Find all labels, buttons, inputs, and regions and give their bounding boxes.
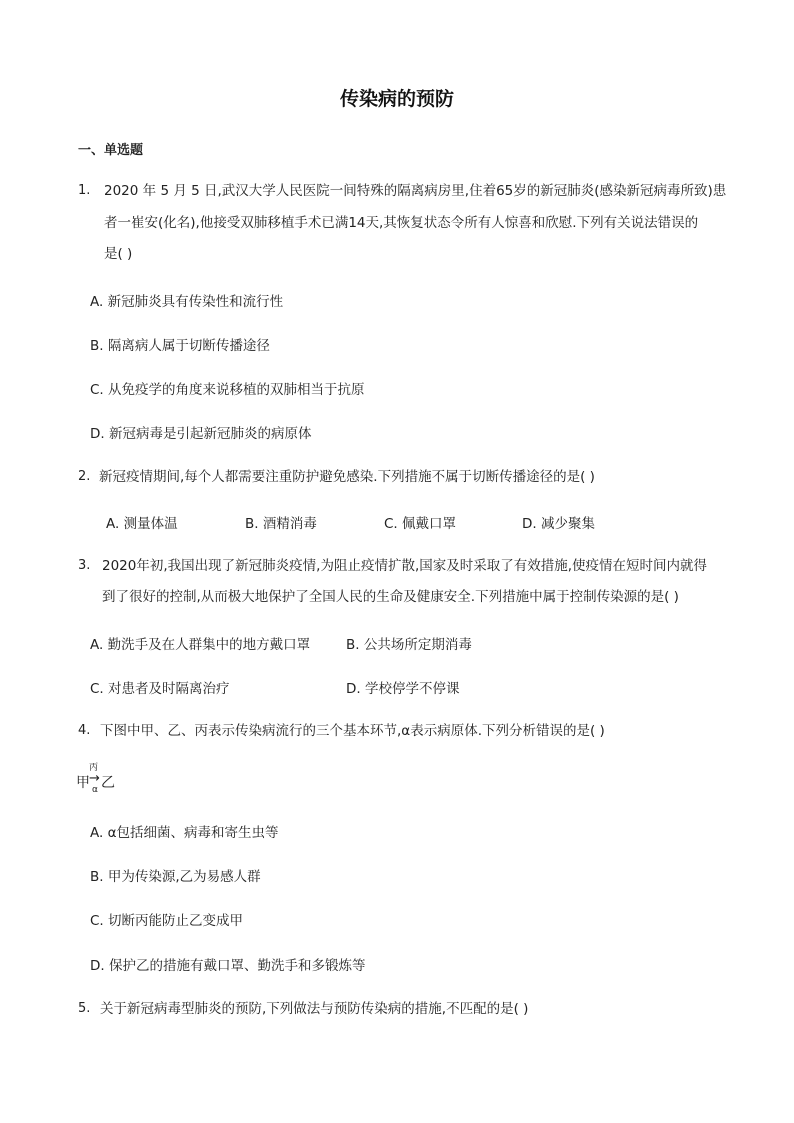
diagram-label-below: α <box>92 785 98 795</box>
answer-option: B. 公共场所定期消毒 <box>346 637 472 653</box>
arrow-icon: → <box>89 771 100 786</box>
answer-option: B. 甲为传染源,乙为易感人群 <box>90 869 261 885</box>
answer-option: A. 新冠肺炎具有传染性和流行性 <box>90 294 284 310</box>
answer-option: B. 隔离病人属于切断传播途径 <box>90 338 270 354</box>
question-text-line: 新冠疫情期间,每个人都需要注重防护避免感染.下列措施不属于切断传播途径的是( ) <box>99 469 595 485</box>
answer-option: C. 佩戴口罩 <box>384 516 457 532</box>
answer-option: C. 切断丙能防止乙变成甲 <box>90 913 244 929</box>
answer-option: D. 学校停学不停课 <box>346 681 460 697</box>
question-number: 1. <box>78 183 91 198</box>
question-text-line: 到了很好的控制,从而极大地保护了全国人民的生命及健康安全.下列措施中属于控制传染源的是( ) <box>102 589 679 605</box>
answer-option: A. 勤洗手及在人群集中的地方戴口罩 <box>90 637 311 653</box>
answer-option: D. 保护乙的措施有戴口罩、勤洗手和多锻炼等 <box>90 958 366 974</box>
answer-option: D. 新冠病毒是引起新冠肺炎的病原体 <box>90 426 312 442</box>
answer-option: B. 酒精消毒 <box>245 516 317 532</box>
question-number: 3. <box>78 558 91 573</box>
question-text-line: 者一崔安(化名),他接受双肺移植手术已满14天,其恢复状态令所有人惊喜和欣慰.下列有关说法错误的 <box>104 215 699 231</box>
transmission-diagram <box>76 760 136 796</box>
diagram-label-left: 甲 <box>76 775 90 791</box>
question-text-line: 下图中甲、乙、丙表示传染病流行的三个基本环节,α表示病原体.下列分析错误的是( ) <box>100 723 605 739</box>
answer-option: A. α包括细菌、病毒和寄生虫等 <box>90 825 279 841</box>
section-heading: 一、单选题 <box>78 143 144 158</box>
question-text-line: 2020年初,我国出现了新冠肺炎疫情,为阻止疫情扩散,国家及时采取了有效措施,使疫情在短时间内就得 <box>102 558 708 574</box>
question-number: 4. <box>78 723 91 738</box>
diagram-label-right: 乙 <box>101 775 115 791</box>
page-title: 传染病的预防 <box>339 88 454 110</box>
question-number: 2. <box>78 469 91 484</box>
answer-option: C. 对患者及时隔离治疗 <box>90 681 230 697</box>
question-number: 5. <box>78 1001 91 1016</box>
answer-option: D. 减少聚集 <box>522 516 595 532</box>
question-text-line: 2020 年 5 月 5 日,武汉大学人民医院一间特殊的隔离病房里,住着65岁的新冠肺炎(感染新冠病毒所致)患 <box>104 183 727 199</box>
question-text-line: 是( ) <box>104 246 133 262</box>
question-text-line: 关于新冠病毒型肺炎的预防,下列做法与预防传染病的措施,不匹配的是( ) <box>100 1001 529 1017</box>
diagram-label-above: 丙 <box>89 763 99 773</box>
answer-option: A. 测量体温 <box>106 516 178 532</box>
answer-option: C. 从免疫学的角度来说移植的双肺相当于抗原 <box>90 382 365 398</box>
